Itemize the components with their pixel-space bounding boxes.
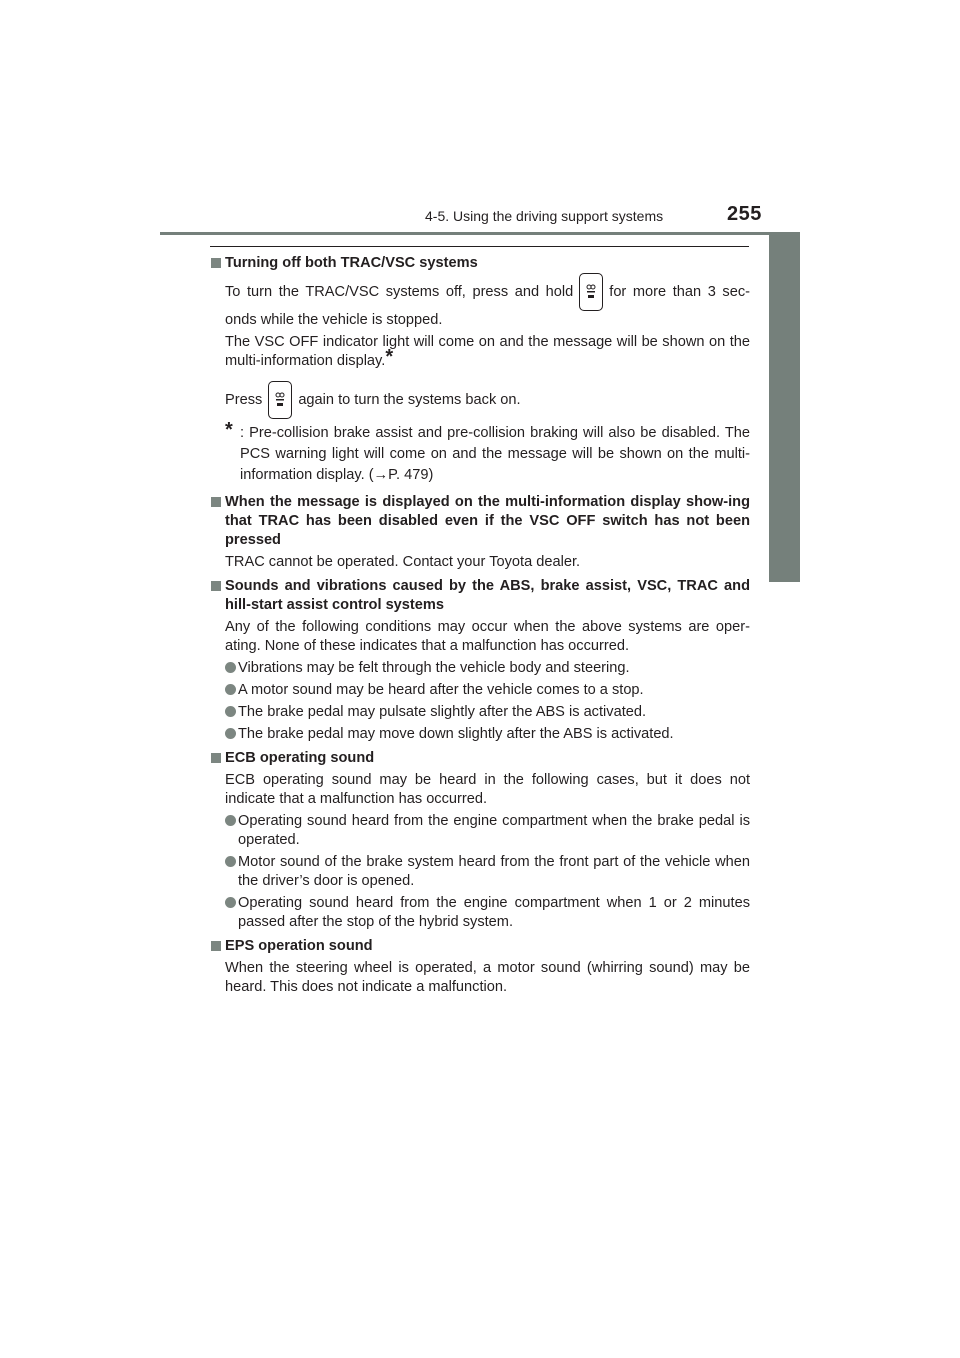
round-bullet-icon (225, 706, 236, 717)
vsc-off-switch-icon (579, 273, 603, 311)
square-bullet-icon (211, 258, 221, 268)
paragraph: The VSC OFF indicator light will come on and the message will be shown on the multi-information display.* (225, 334, 750, 369)
round-bullet-icon (225, 662, 236, 673)
round-bullet-icon (225, 815, 236, 826)
header-section-title: 4-5. Using the driving support systems (425, 208, 664, 224)
vsc-off-switch-icon (268, 381, 292, 419)
paragraph: Press again to turn the systems back on. (225, 381, 750, 419)
footnote-marker: * (225, 419, 233, 441)
paragraph: ECB operating sound may be heard in the following cases, but it does not indicate that a malfunction has occurred. (225, 772, 750, 807)
section-heading: Turning off both TRAC/VSC systems (210, 254, 750, 273)
list-item: Vibrations may be felt through the vehicle body and steering. (210, 659, 750, 678)
list-item: A motor sound may be heard after the vehicle comes to a stop. (210, 681, 750, 700)
footnote-marker: * (385, 346, 394, 368)
section-body (210, 553, 750, 572)
section-ecb-sound (210, 749, 750, 932)
list-item: Operating sound heard from the engine compartment when 1 or 2 minutes passed after the stop of the hybrid system. (210, 894, 750, 932)
chapter-tab (769, 232, 800, 693)
paragraph: Any of the following conditions may occur when the above systems are oper-ating. None of these indicates that a malfunction has occurred. (225, 619, 750, 654)
section-eps-sound (210, 937, 750, 997)
square-bullet-icon (211, 497, 221, 507)
list-item: Operating sound heard from the engine compartment when the brake pedal is operated. (210, 812, 750, 850)
list-item: The brake pedal may pulsate slightly after the ABS is activated. (210, 703, 750, 722)
round-bullet-icon (225, 856, 236, 867)
list-item: Motor sound of the brake system heard from the front part of the vehicle when the driver’s door is opened. (210, 853, 750, 891)
section-trac-disabled-message (210, 493, 750, 572)
square-bullet-icon (211, 581, 221, 591)
paragraph: To turn the TRAC/VSC systems off, press and hold for more than 3 sec-onds while the vehicle is stopped. (225, 273, 750, 330)
round-bullet-icon (225, 684, 236, 695)
section-heading: When the message is displayed on the multi-information display show-ing that TRAC has been disabled even if the VSC OFF switch has not been pressed (210, 493, 750, 550)
footnote: * : Pre-collision brake assist and pre-collision braking will also be disabled. The PCS warning light will come on and the message will be shown on the multi-information display. (→P. 479) (225, 419, 750, 483)
content (210, 254, 750, 1002)
square-bullet-icon (211, 753, 221, 763)
list-item: The brake pedal may move down slightly after the ABS is activated. (210, 725, 750, 744)
content-rule (210, 246, 749, 247)
chapter-tab-number: 4 (780, 587, 789, 604)
paragraph: TRAC cannot be operated. Contact your Toyota dealer. (225, 554, 581, 570)
section-body (210, 959, 750, 997)
section-body (210, 771, 750, 809)
header-rule (160, 232, 800, 235)
section-body (210, 618, 750, 656)
section-sounds-vibrations (210, 577, 750, 744)
page-number: 255 (727, 203, 762, 225)
section-heading: Sounds and vibrations caused by the ABS, brake assist, VSC, TRAC and hill-start assist control systems (210, 577, 750, 615)
paragraph: When the steering wheel is operated, a motor sound (whirring sound) may be heard. This does not indicate a malfunction. (225, 960, 750, 995)
chapter-tab-label: Driving (777, 649, 793, 693)
section-heading: ECB operating sound (210, 749, 750, 768)
round-bullet-icon (225, 728, 236, 739)
section-body (210, 273, 750, 419)
section-trac-vsc-off (210, 254, 750, 486)
section-heading: EPS operation sound (210, 937, 750, 956)
square-bullet-icon (211, 941, 221, 951)
round-bullet-icon (225, 897, 236, 908)
